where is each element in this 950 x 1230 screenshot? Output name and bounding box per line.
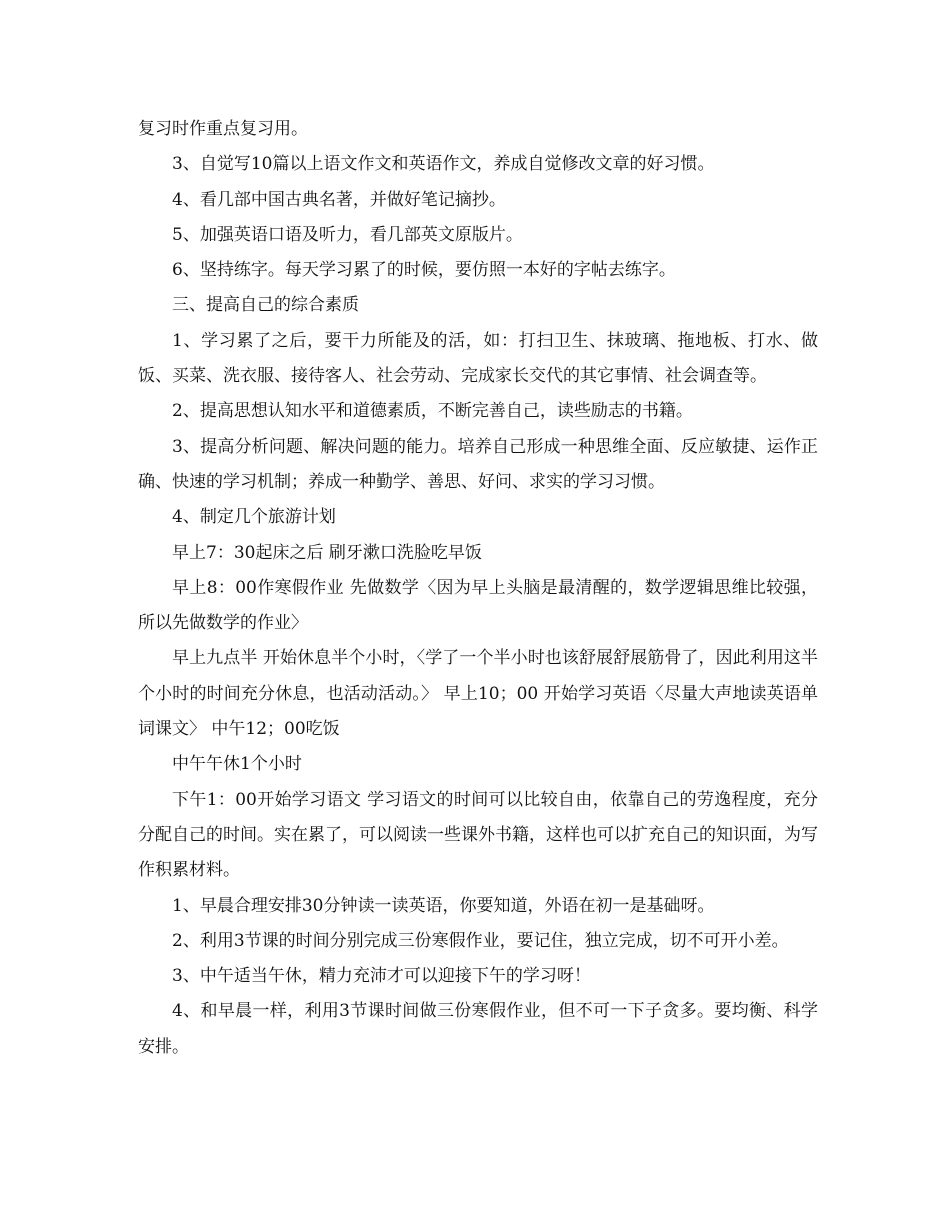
paragraph-7: 1、学习累了之后，要干力所能及的活，如：打扫卫生、抹玻璃、拖地板、打水、做饭、买菜、洗衣服、接待客人、社会劳动、完成家长交代的其它事情、社会调查等。: [138, 330, 818, 387]
tip-item: 2、利用3节课的时间分别完成三份寒假作业，要记住，独立完成，切不可开小差。: [172, 930, 789, 951]
schedule-item: 早上7：30起床之后 刷牙漱口洗脸吃早饭: [172, 542, 482, 563]
paragraph-10: 4、制定几个旅游计划: [172, 507, 336, 528]
paragraph-1: 复习时作重点复习用。: [138, 119, 308, 139]
paragraph-2: 3、自觉写10篇以上语文作文和英语作文，养成自觉修改文章的好习惯。: [172, 154, 715, 175]
tip-item: 4、和早晨一样，利用3节课时间做三份寒假作业，但不可一下子贪多。要均衡、科学安排。: [138, 1001, 818, 1057]
section-heading: 三、提高自己的综合素质: [172, 295, 359, 316]
schedule-item: 早上九点半 开始休息半个小时，〈学了一个半小时也该舒展舒展筋骨了，因此利用这半个小时的时间充分休息，也活动活动。〉 早上10；00 开始学习英语〈尽量大声地读英语单词课文〉 中午12；00吃饭: [138, 648, 818, 740]
tip-item: 3、中午适当午休，精力充沛才可以迎接下午的学习呀！: [172, 966, 591, 987]
paragraph-4: 5、加强英语口语及听力，看几部英文原版片。: [172, 224, 523, 245]
schedule-item: 中午午休1个小时: [172, 754, 302, 775]
paragraph-3: 4、看几部中国古典名著，并做好笔记摘抄。: [172, 189, 506, 210]
document-body: [138, 112, 818, 1065]
paragraph-8: 2、提高思想认知水平和道德素质，不断完善自己，读些励志的书籍。: [172, 401, 693, 422]
schedule-item: 下午1：00开始学习语文 学习语文的时间可以比较自由，依靠自己的劳逸程度，充分分配自己的时间。实在累了，可以阅读一些课外书籍，这样也可以扩充自己的知识面，为写作积累材料。: [138, 789, 818, 881]
paragraph-5: 6、坚持练字。每天学习累了的时候，要仿照一本好的字帖去练字。: [172, 260, 676, 281]
tip-item: 1、早晨合理安排30分钟读一读英语，你要知道，外语在初一是基础呀。: [172, 895, 715, 916]
schedule-item: 早上8：00作寒假作业 先做数学〈因为早上头脑是最清醒的，数学逻辑思维比较强，所以先做数学的作业〉: [138, 577, 818, 634]
paragraph-9: 3、提高分析问题、解决问题的能力。培养自己形成一种思维全面、反应敏捷、运作正确、快速的学习机制；养成一种勤学、善思、好问、求实的学习习惯。: [138, 436, 818, 492]
